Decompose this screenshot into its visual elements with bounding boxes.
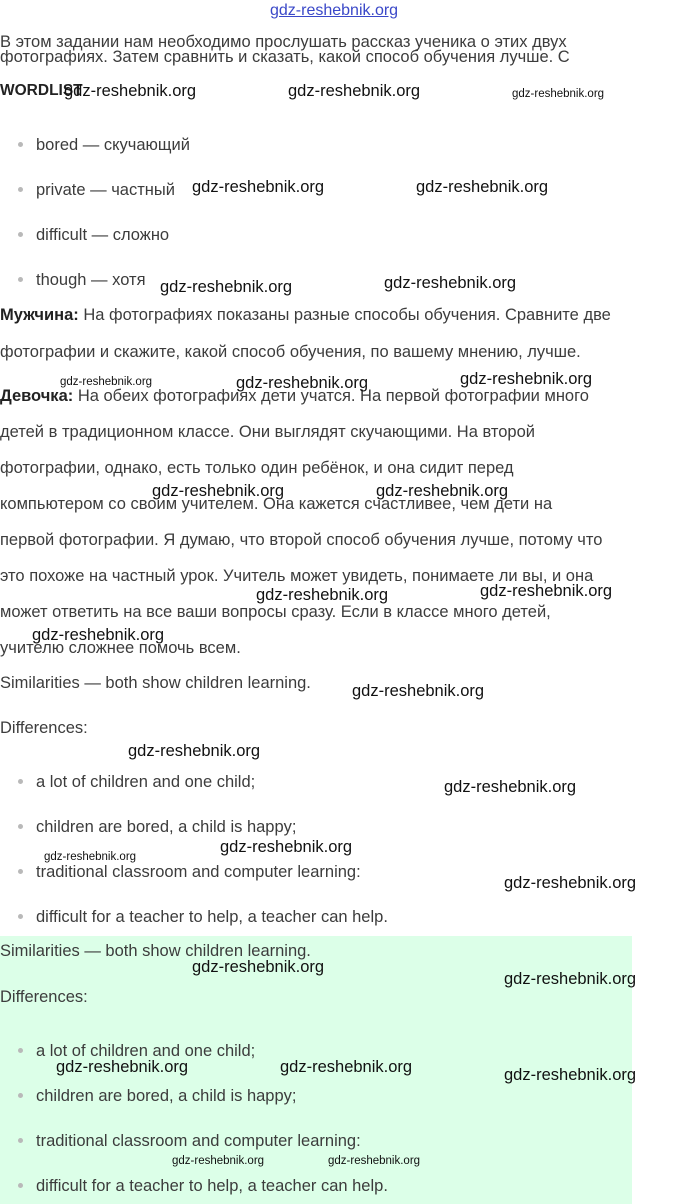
watermark: gdz-reshebnik.org — [444, 778, 577, 796]
watermark: gdz-reshebnik.org — [160, 278, 293, 296]
watermark: gdz-reshebnik.org — [192, 958, 325, 976]
watermark: gdz-reshebnik.org — [32, 626, 165, 644]
answer-difference-item: difficult for a teacher to help, a teacher can help. — [18, 1177, 388, 1196]
girl-line: может ответить на все ваши вопросы сразу. Если в классе много детей, — [0, 603, 551, 621]
watermark: gdz-reshebnik.org — [376, 482, 509, 500]
watermark: gdz-reshebnik.org — [64, 82, 197, 100]
wordlist-title: WORDLIST — [0, 82, 83, 99]
watermark: gdz-reshebnik.org — [220, 838, 353, 856]
man-label: Мужчина: — [0, 306, 79, 324]
wordlist-item: bored — скучающий — [18, 136, 190, 155]
watermark: gdz-reshebnik.org — [236, 374, 369, 392]
girl-line: детей в традиционном классе. Они выглядят скучающими. На второй — [0, 423, 536, 441]
girl-label: Девочка: — [0, 387, 74, 405]
watermark: gdz-reshebnik.org — [288, 82, 421, 100]
watermark: gdz-reshebnik.org — [504, 1066, 637, 1084]
site-link[interactable]: gdz-reshebnik.org — [270, 2, 399, 19]
intro-text: В этом задании нам необходимо прослушать рассказ ученика о этих двух — [0, 33, 567, 51]
watermark: gdz-reshebnik.org — [192, 178, 325, 196]
man-line: Мужчина: На фотографиях показаны разные способы обучения. Сравните две — [0, 306, 611, 324]
difference-item: children are bored, a child is happy; — [18, 818, 297, 837]
watermark: gdz-reshebnik.org — [416, 178, 549, 196]
answer-difference-item: children are bored, a child is happy; — [18, 1087, 297, 1106]
girl-line: Девочка: На обеих фотографиях дети учатся. На первой фотографии много — [0, 387, 589, 405]
watermark: gdz-reshebnik.org — [512, 88, 605, 100]
answer-differences-label: Differences: — [0, 988, 88, 1006]
watermark: gdz-reshebnik.org — [56, 1058, 189, 1076]
watermark: gdz-reshebnik.org — [352, 682, 485, 700]
differences-label: Differences: — [0, 719, 88, 737]
difference-item: a lot of children and one child; — [18, 773, 255, 792]
difference-item: traditional classroom and computer learning: — [18, 863, 361, 882]
watermark: gdz-reshebnik.org — [328, 1155, 421, 1167]
watermark: gdz-reshebnik.org — [504, 970, 637, 988]
watermark: gdz-reshebnik.org — [172, 1155, 265, 1167]
similarities-text: Similarities — both show children learning. — [0, 674, 311, 692]
watermark: gdz-reshebnik.org — [504, 874, 637, 892]
watermark: gdz-reshebnik.org — [384, 274, 517, 292]
girl-line: первой фотографии. Я думаю, что второй способ обучения лучше, потому что — [0, 531, 603, 549]
watermark: gdz-reshebnik.org — [256, 586, 389, 604]
watermark: gdz-reshebnik.org — [152, 482, 285, 500]
intro-cut-line: фотографиях. Затем сравнить и сказать, какой способ обучения лучше. С — [0, 48, 570, 66]
girl-line: это похоже на частный урок. Учитель может увидеть, понимаете ли вы, и она — [0, 567, 594, 585]
wordlist-item: though — хотя — [18, 271, 146, 290]
watermark: gdz-reshebnik.org — [480, 582, 613, 600]
watermark: gdz-reshebnik.org — [460, 370, 593, 388]
girl-line: фотографии, однако, есть только один ребёнок, и она сидит перед — [0, 459, 514, 477]
girl-line: учителю сложнее помочь всем. — [0, 639, 241, 657]
watermark: gdz-reshebnik.org — [280, 1058, 413, 1076]
wordlist-item: difficult — сложно — [18, 226, 169, 245]
answer-similarities-text: Similarities — both show children learning. — [0, 942, 311, 960]
watermark: gdz-reshebnik.org — [44, 851, 137, 863]
difference-item: difficult for a teacher to help, a teacher can help. — [18, 908, 388, 927]
watermark: gdz-reshebnik.org — [128, 742, 261, 760]
wordlist-item: private — частный — [18, 181, 175, 200]
man-line: фотографии и скажите, какой способ обучения, по вашему мнению, лучше. — [0, 343, 581, 361]
watermark: gdz-reshebnik.org — [60, 376, 153, 388]
girl-line: компьютером со своим учителем. Она кажется счастливее, чем дети на — [0, 495, 553, 513]
answer-difference-item: a lot of children and one child; — [18, 1042, 255, 1061]
answer-difference-item: traditional classroom and computer learning: — [18, 1132, 361, 1151]
